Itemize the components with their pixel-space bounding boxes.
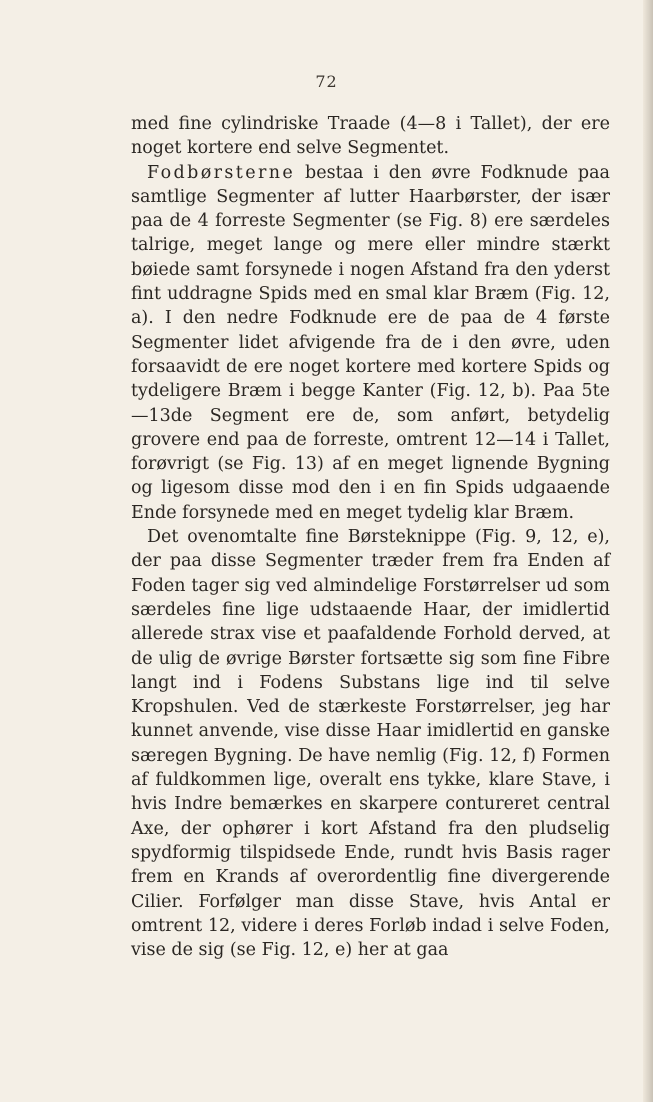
page-number: 72 (315, 72, 338, 91)
paragraph-2-lead-term: Fodbørsterne (147, 162, 296, 183)
paragraph-3: Det ovenomtalte fine Børsteknippe (Fig. 9, 12, e), der paa disse Segmenter træder frem fra Enden af Foden tager sig ved almindelige Forstørrelser ud som særdeles fine lige udstaaende Haar, der imidlertid allerede strax vise et paafaldende Forhold derved, at de ulig de øvrige Børster fortsætte sig som fine Fibre langt ind i Fodens Substans lige ind til selve Kropshulen. Ved de stærkeste Forstørrelser, jeg har kunnet anvende, vise disse Haar imidlertid en ganske særegen Bygning. De have nemlig (Fig. 12, f) Formen af fuldkommen lige, overalt ens tykke, klare Stave, i hvis Indre bemærkes en skarpere contureret central Axe, der ophører i kort Afstand fra den pludselig spydformig tilspidsede Ende, rundt hvis Basis rager frem en Krands af overordentlig fine divergerende Cilier. Forfølger man disse Stave, hvis Antal er omtrent 12, videre i deres Forløb indad i selve Foden, vise de sig (se Fig. 12, e) her at gaa (131, 527, 610, 961)
page-edge-shadow (643, 0, 653, 1102)
body-text (131, 112, 610, 962)
paragraph-2-text: bestaa i den øvre Fodknude paa samtlige Segmenter af lutter Haarbørster, der især paa de 4 forreste Segmenter (se Fig. 8) ere særdeles talrige, meget lange og mere eller mindre stærkt bøiede samt forsynede i nogen Afstand fra den yderst fint uddragne Spids med en smal klar Bræm (Fig. 12, a). I den nedre Fodknude ere de paa de 4 første Segmenter lidet afvigende fra de i den øvre, uden forsaavidt de ere noget kortere med kortere Spids og tydeligere Bræm i begge Kanter (Fig. 12, b). Paa 5te—13de Segment ere de, som anført, betydelig grovere end paa de forreste, omtrent 12—14 i Tallet, forøvrigt (se Fig. 13) af en meget lignende Bygning og ligesom disse mod den i en fin Spids udgaaende Ende forsynede med en meget tydelig klar Bræm. (131, 162, 610, 523)
paragraph-2 (131, 161, 610, 525)
paragraph-1: med fine cylindriske Traade (4—8 i Tallet), der ere noget kortere end selve Segmentet. (131, 114, 610, 159)
